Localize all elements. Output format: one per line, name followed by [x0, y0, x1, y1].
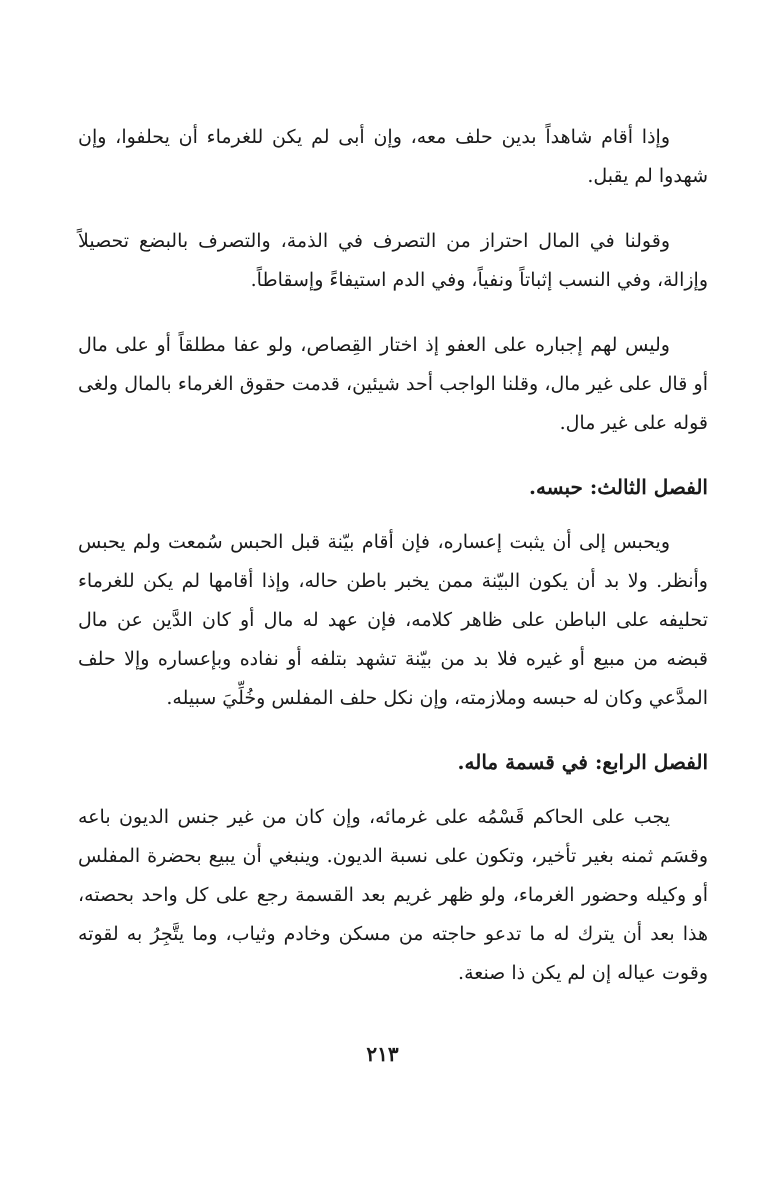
page-number: ٢١٣	[366, 1042, 399, 1066]
paragraph-pardon: وليس لهم إجباره على العفو إذ اختار القِصاص، ولو عفا مطلقاً أو على مال أو قال على غير مال، وقلنا الواجب أحد شيئين، قدمت حقوق الغرماء بالمال ولغى قوله على غير مال.	[78, 334, 708, 434]
paragraph-division: يجب على الحاكم قَسْمُه على غرمائه، وإن كان من غير جنس الديون باعه وقسَم ثمنه بغير تأخير، وتكون على نسبة الديون. وينبغي أن يبيع بحضرة المفلس أو وكيله وحضور الغرماء، ولو ظهر غريم بعد القسمة رجع على كل واحد بحصته، هذا بعد أن يترك له ما تدعو حاجته من مسكن وخادم وثياب، وما يتَّجِرُ به لقوته وقوت عياله إن لم يكن ذا صنعة.	[78, 806, 708, 984]
paragraph-witness-oath: وإذا أقام شاهداً بدين حلف معه، وإن أبى لم يكن للغرماء أن يحلفوا، وإن شهدوا لم يقبل.	[78, 126, 708, 187]
paragraph-imprisonment: ويحبس إلى أن يثبت إعساره، فإن أقام بيّنة قبل الحبس سُمعت ولم يحبس وأنظر. ولا بد أن يكون البيّنة ممن يخبر باطن حاله، وإذا أقامها لم يكن للغرماء تحليفه على الباطن على ظاهر كلامه، فإن عهد له مال أو كان الدَّين عن مال قبضه من مبيع أو غيره فلا بد من بيّنة تشهد بتلفه أو نفاده وبإعساره وإلا حلف المدَّعي وكان له حبسه وملازمته، وإن نكل حلف المفلس وخُلِّيَ سبيله.	[78, 531, 708, 709]
paragraph-property-scope: وقولنا في المال احتراز من التصرف في الذمة، والتصرف بالبضع تحصيلاً وإزالة، وفي النسب إثباتاً ونفياً، وفي الدم استيفاءً وإسقاطاً.	[78, 230, 708, 291]
section-heading-division: الفصل الرابع: في قسمة ماله.	[457, 750, 708, 774]
page-body	[78, 118, 708, 1118]
section-heading-imprisonment: الفصل الثالث: حبسه.	[528, 475, 708, 499]
